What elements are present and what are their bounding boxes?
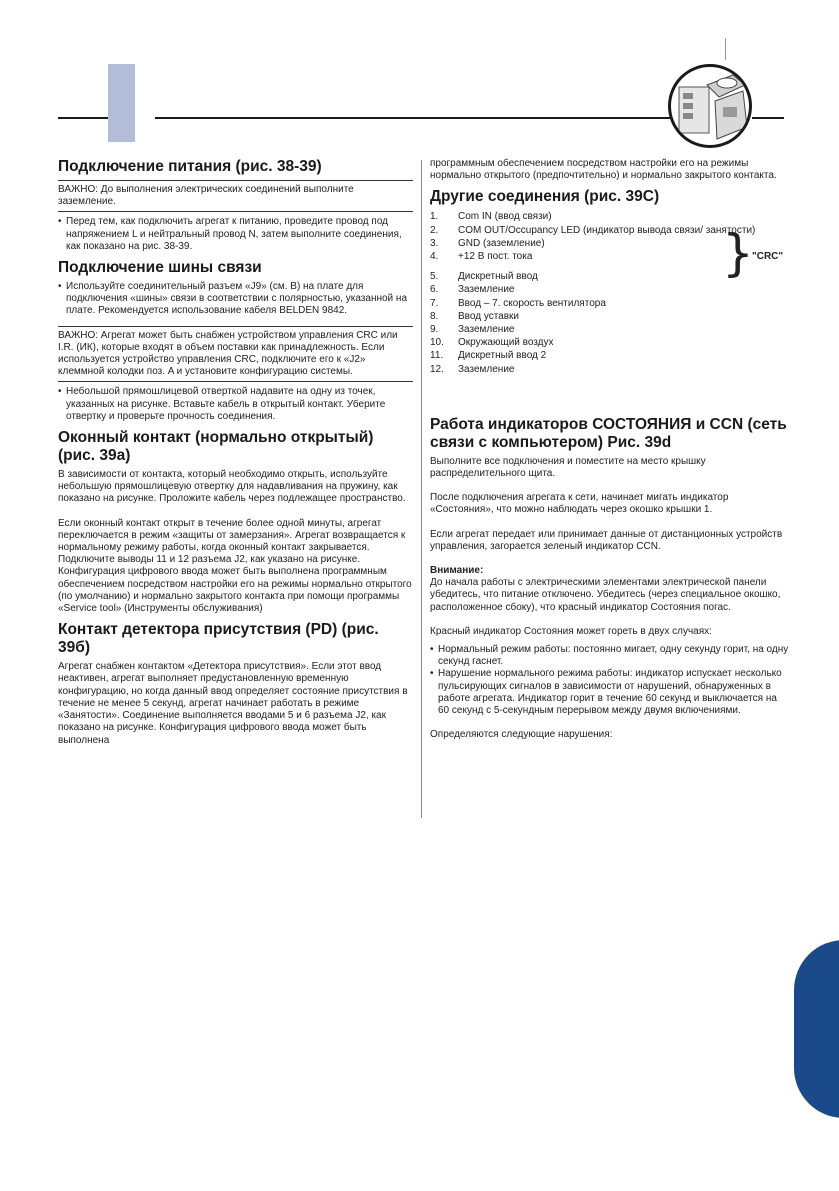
bullet-item: • Нормальный режим работы: постоянно мигает, одну секунду горит, на одну секунд гаснет. xyxy=(438,644,790,668)
connection-item xyxy=(430,297,790,310)
header-rule-right xyxy=(752,117,784,119)
item-number: 12. xyxy=(430,363,444,375)
item-text: Дискретный ввод xyxy=(458,271,538,283)
paragraph-continued: программным обеспечением посредством настройки его на режимы нормально открытого (предпочтительно) и нормально закрытого контакта. xyxy=(430,158,777,182)
section-title-presence-detector: Контакт детектора присутствия (PD) (рис. 39б) xyxy=(58,621,379,657)
bullet-list xyxy=(58,386,413,423)
connection-item xyxy=(430,363,790,376)
header-tick xyxy=(725,38,726,60)
paragraph: После подключения агрегата к сети, начинает мигать индикатор «Состояния», что можно наблюдать через окошко крышки 1. xyxy=(430,492,729,516)
section-title-power: Подключение питания (рис. 38-39) xyxy=(58,158,322,175)
item-number: 7. xyxy=(430,297,439,309)
item-number: 3. xyxy=(430,237,439,249)
crc-label: "CRC" xyxy=(752,251,784,262)
item-number: 8. xyxy=(430,310,439,322)
connection-item xyxy=(430,323,790,336)
paragraph: Если оконный контакт открыт в течение более одной минуты, агрегат переключается в режим «защиты от замерзания». Агрегат возвращается к нормальному режиму работы, когда оконный контакт закрывается. Подключите выводы 11 и 12 разъема J2, как указано на рисунке. Конфигурация цифрового ввода может быть выполнена программным обеспечением посредством настройки его на режимы нормально открытого (по умолчанию) и нормально закрытого контакта при помощи программы «Service tool» (Инструменты обслуживания) xyxy=(58,517,412,615)
item-text: Заземление xyxy=(458,324,515,336)
item-number: 2. xyxy=(430,224,439,236)
item-number: 9. xyxy=(430,324,439,336)
side-tab xyxy=(794,940,839,1118)
attention-text: До начала работы с электрическими элементами электрической панели убедитесь, что питание отключено. Убедитесь (через специальное окошко, расположенное сбоку), что красный индикатор Состояния погас. xyxy=(430,577,781,613)
bullet-list xyxy=(430,644,790,717)
item-text: GND (заземление) xyxy=(458,237,545,249)
item-text: +12 В пост. тока xyxy=(458,251,533,263)
paragraph: Агрегат снабжен контактом «Детектора присутствия». Если этот ввод неактивен, агрегат выполняет предустановленную временную конфигурацию, но когда данный ввод определяет состояние присутствия в течение не менее 5 секунд, агрегат начинает работать в режиме «Занятости». Соединение выполняется вводами 5 и 6 разъема J2, как показано на рисунке. Конфигурация цифрового ввода может быть выполнена xyxy=(58,661,408,746)
section-title-indicators: Работа индикаторов СОСТОЯНИЯ и CCN (сеть связи с компьютером) Рис. 39d xyxy=(430,415,787,451)
paragraph: Красный индикатор Состояния может гореть в двух случаях: xyxy=(430,625,712,637)
header-rule-left xyxy=(58,117,108,119)
bullet-item: • Нарушение нормального режима работы: индикатор испускает несколько пульсирующих сигналов в зависимости от нарушений, обнаруженных в работе агрегата. Индикатор горит в течение 60 секунд и выключается на 60 секунд с 5-секундным перерывом между двумя включениями. xyxy=(438,668,790,717)
item-number: 4. xyxy=(430,251,439,263)
item-text: Ввод – 7. скорость вентилятора xyxy=(458,297,606,309)
item-text: Дискретный ввод 2 xyxy=(458,350,547,362)
important-note-crc xyxy=(58,326,413,383)
section-title-other-connections: Другие соединения (рис. 39C) xyxy=(430,188,660,206)
item-text: Окружающий воздух xyxy=(458,337,554,349)
item-text: Ввод уставки xyxy=(458,310,520,322)
section-title-bus: Подключение шины связи xyxy=(58,259,262,277)
header-color-block xyxy=(108,64,135,142)
connection-item xyxy=(430,283,790,296)
paragraph: Если агрегат передает или принимает данные от дистанционных устройств управления, загорается зеленый индикатор CCN. xyxy=(430,528,783,552)
product-thumbnail-icon xyxy=(668,64,752,148)
connection-item xyxy=(430,349,790,362)
bullet-item: • Используйте соединительный разъем «J9» (см. B) на плате для подключения «шины» связи в соответствии с полярностью, указанной на плате. Рекомендуется использование кабеля BELDEN 9842. xyxy=(66,281,413,318)
connection-item xyxy=(430,310,790,323)
paragraph: В зависимости от контакта, который необходимо открыть, используйте небольшую прямошлицевую отвертку для надавливания на пружину, как показано на рисунке. Проложите кабель через подлежащее пространство. xyxy=(58,469,406,505)
note-text: ВАЖНО: До выполнения электрических соединений выполните заземление. xyxy=(58,184,354,208)
bullet-item: • Перед тем, как подключить агрегат к питанию, проведите провод под напряжением L и нейтральный провод N, затем выполните соединения, как показано на рис. 38-39. xyxy=(66,216,413,253)
item-number: 10. xyxy=(430,337,444,349)
item-text: COM OUT/Occupancy LED (индикатор вывода связи/ занятости) xyxy=(458,224,756,236)
attention-title: Внимание: xyxy=(430,565,484,577)
paragraph: Определяются следующие нарушения: xyxy=(430,729,613,741)
item-number: 1. xyxy=(430,211,439,223)
item-text: Com IN (ввод связи) xyxy=(458,211,552,223)
important-note-grounding xyxy=(58,180,413,212)
item-text: Заземление xyxy=(458,363,515,375)
item-number: 6. xyxy=(430,284,439,296)
paragraph: Выполните все подключения и поместите на место крышку распределительного щита. xyxy=(430,455,706,480)
connection-item xyxy=(430,336,790,349)
column-divider xyxy=(421,160,422,818)
left-column xyxy=(58,158,413,747)
note-text: ВАЖНО: Агрегат может быть снабжен устройством управления CRC или I.R. (ИК), которые входят в объем поставки как принадлежность. Если используется устройство управления CRC, подключите его к «J2» клеммной колодки поз. A и установите конфигурацию системы. xyxy=(58,329,398,378)
item-text: Заземление xyxy=(458,284,515,296)
item-number: 11. xyxy=(430,350,444,362)
item-number: 5. xyxy=(430,271,439,283)
header-rule xyxy=(155,117,670,119)
section-title-window-contact: Оконный контакт (нормально открытый) (рис. 39a) xyxy=(58,429,374,465)
bullet-list xyxy=(58,281,413,318)
connection-item xyxy=(430,210,790,223)
brace-icon: } xyxy=(722,224,754,282)
bullet-list xyxy=(58,216,413,253)
bullet-item: • Небольшой прямошлицевой отверткой надавите на одну из точек, указанных на рисунке. Вставьте кабель в открытый контакт. Уберите отвертку и проверьте прочность соединения. xyxy=(66,386,413,423)
